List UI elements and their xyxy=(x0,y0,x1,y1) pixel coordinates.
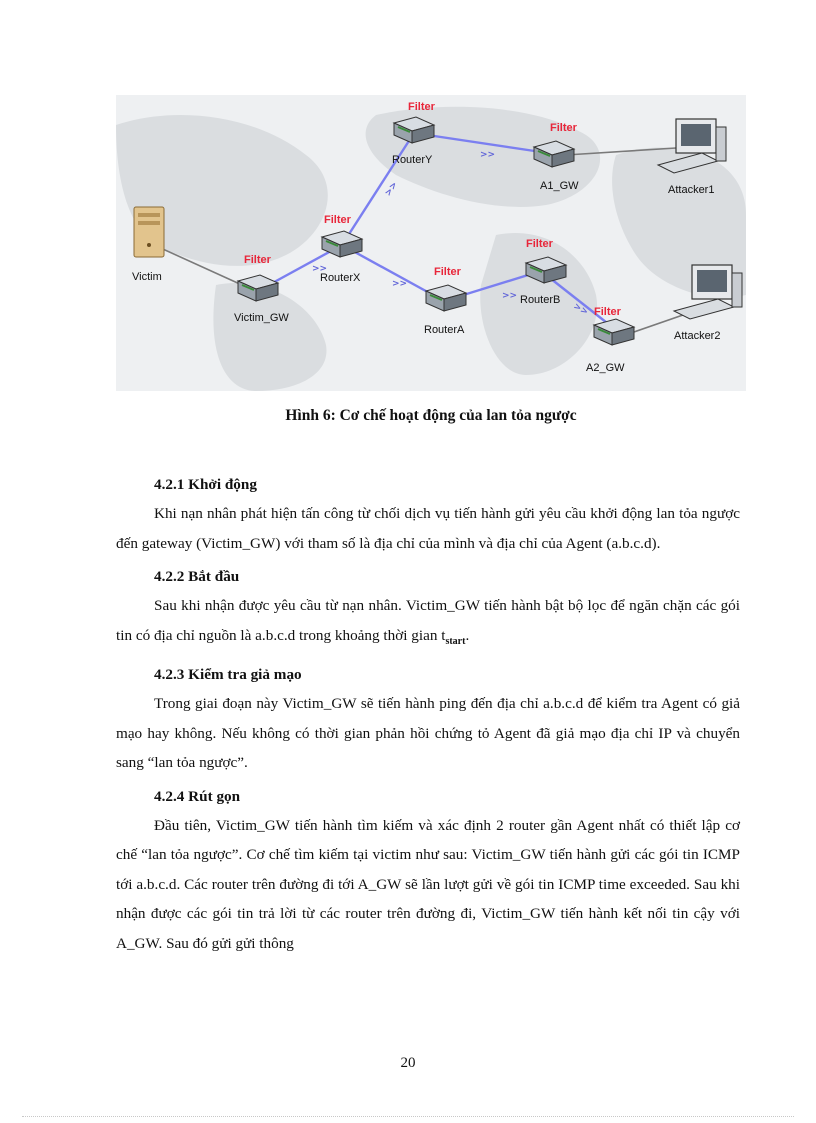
node-label-victim: Victim xyxy=(132,271,162,283)
node-label-a2-gw: A2_GW xyxy=(586,362,625,374)
section-heading-kiem-tra-gia-mao: 4.2.3 Kiểm tra giả mạo xyxy=(154,666,302,684)
node-label-router-x: RouterX xyxy=(320,272,361,284)
node-label-router-a: RouterA xyxy=(424,324,465,336)
arrow-6: >> xyxy=(571,301,590,318)
network-diagram xyxy=(116,95,746,391)
time-variable-subscript: start xyxy=(445,635,466,647)
section-heading-bat-dau: 4.2.2 Bắt đầu xyxy=(154,568,240,585)
router-a-icon xyxy=(426,285,466,311)
arrow-5: >> xyxy=(502,291,518,301)
figure-caption: Hình 6: Cơ chế hoạt động của lan tỏa ngược xyxy=(285,407,577,424)
section-heading-khoi-dong: 4.2.1 Khởi động xyxy=(154,476,257,493)
filter-label-router-x: Filter xyxy=(324,214,351,226)
node-label-a1-gw: A1_GW xyxy=(540,180,579,192)
section-paragraph-kiem-tra-gia-mao: Trong giai đoạn này Victim_GW sẽ tiến hành ping đến địa chỉ a.b.c.d để kiểm tra Agent có giả mạo hay không. Nếu không có thời gian phản hồi chứng tỏ Agent đã giả mạo địa chỉ IP và chuyển sang “lan tỏa ngược”. xyxy=(116,695,740,772)
network-diagram-figure xyxy=(116,95,746,391)
arrow-4: >> xyxy=(392,279,408,289)
paragraph-end: . xyxy=(465,626,470,644)
page-number: 20 xyxy=(400,1055,416,1071)
node-label-attacker1: Attacker1 xyxy=(668,184,715,196)
section-heading-rut-gon: 4.2.4 Rút gọn xyxy=(154,787,241,805)
node-label-router-b: RouterB xyxy=(520,294,561,306)
arrow-3: >> xyxy=(480,150,496,160)
victim-server-icon xyxy=(134,207,164,257)
filter-label-victim-gw: Filter xyxy=(244,254,271,266)
filter-label-a2-gw: Filter xyxy=(594,306,621,318)
section-paragraph-bat-dau xyxy=(116,591,740,656)
arrow-1: >> xyxy=(312,264,328,274)
section-paragraph-khoi-dong: Khi nạn nhân phát hiện tấn công từ chối dịch vụ tiến hành gửi yêu cầu khởi động lan tỏa ngược đến gateway (Victim_GW) với tham số là địa chỉ của mình và địa chỉ của Agent (a.b.c.d). xyxy=(116,505,740,552)
node-label-victim-gw: Victim_GW xyxy=(234,312,289,324)
paragraph-text: Sau khi nhận được yêu cầu từ nạn nhân. Victim_GW tiến hành bật bộ lọc để ngăn chặn các gói tin có địa chỉ nguồn là a.b.c.d trong khoảng thời gian xyxy=(116,597,740,644)
arrow-2: >> xyxy=(383,180,401,199)
section-paragraph-rut-gon: Đầu tiên, Victim_GW tiến hành tìm kiếm và xác định 2 router gần Agent nhất có thiết lập cơ chế “lan tỏa ngược”. Cơ chế tìm kiếm tại victim như sau: Victim_GW tiến hành gửi các gói tin ICMP tới a.b.c.d. Các router trên đường đi tới A_GW sẽ lần lượt gửi về gói tin ICMP time exceeded. Sau khi nhận được các gói tin trả lời từ các router trên đường đi, Victim_GW tiến hành kết nối tin cậy với A_GW. Sau đó gửi gửi thông xyxy=(116,816,740,952)
router-a2-gw-icon xyxy=(594,319,634,345)
node-label-attacker2: Attacker2 xyxy=(674,330,721,342)
page-bottom-border xyxy=(22,1116,794,1117)
filter-label-a1-gw: Filter xyxy=(550,122,577,134)
document-body xyxy=(116,470,740,962)
filter-label-router-b: Filter xyxy=(526,238,553,250)
filter-label-router-y: Filter xyxy=(408,101,435,113)
time-variable: t xyxy=(441,626,446,644)
filter-label-router-a: Filter xyxy=(434,266,461,278)
node-label-router-y: RouterY xyxy=(392,154,433,166)
